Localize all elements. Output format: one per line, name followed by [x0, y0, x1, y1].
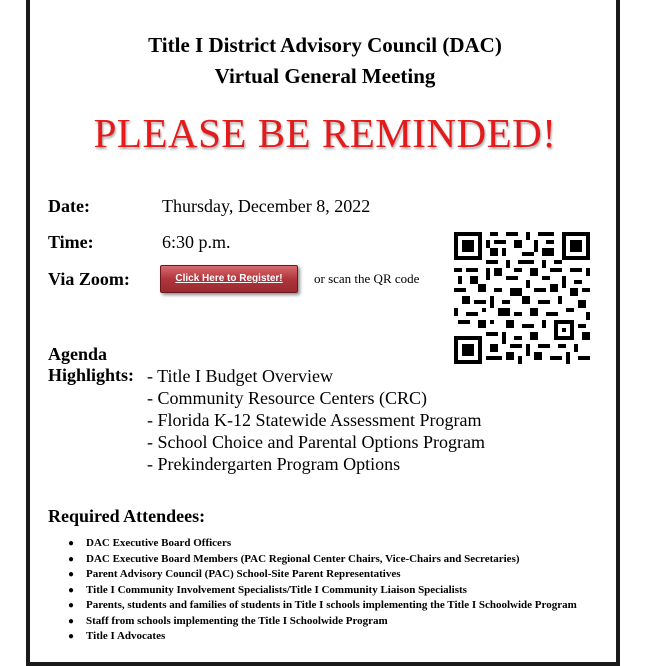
register-button[interactable]: Click Here to Register! — [160, 265, 298, 293]
bullet-icon: ● — [68, 600, 75, 611]
agenda-list — [147, 365, 485, 475]
attendee-item: ● Title I Advocates — [64, 629, 610, 645]
bullet-icon: ● — [68, 538, 75, 549]
scan-qr-text: or scan the QR code — [314, 271, 420, 286]
agenda-label-line2: Highlights: — [48, 365, 135, 385]
attendee-item: ● Parent Advisory Council (PAC) School-Site Parent Representatives — [64, 567, 610, 583]
agenda-label-line1: Agenda — [48, 344, 108, 364]
agenda-item: - Prekindergarten Program Options — [147, 454, 401, 474]
attendee-item: ● Staff from schools implementing the Title I Schoolwide Program — [64, 614, 610, 630]
date-label: Date: — [48, 196, 90, 216]
attendees-list — [64, 536, 610, 645]
attendee-item: ● DAC Executive Board Officers — [64, 536, 610, 552]
agenda-label — [48, 344, 134, 386]
bullet-icon: ● — [68, 553, 75, 565]
qr-code-icon[interactable] — [454, 232, 590, 364]
bullet-icon: ● — [68, 569, 75, 580]
time-label: Time: — [48, 232, 94, 252]
required-attendees-title: Required Attendees: — [48, 506, 206, 526]
attendee-item: ● Parents, students and families of students in Title I schools implementing the Title I Schoolwide Program — [64, 598, 610, 614]
agenda-item: - Title I Budget Overview — [147, 366, 333, 386]
attendee-item: ● DAC Executive Board Members (PAC Regional Center Chairs, Vice-Chairs and Secretaries) — [64, 552, 610, 568]
flyer-title: Title I District Advisory Council (DAC) — [148, 33, 502, 57]
zoom-label: Via Zoom: — [48, 269, 130, 289]
bullet-icon: ● — [68, 631, 75, 642]
agenda-item: - Florida K-12 Statewide Assessment Program — [147, 410, 482, 430]
bullet-icon: ● — [68, 584, 75, 596]
reminder-banner: PLEASE BE REMINDED! — [93, 110, 557, 156]
flyer-subtitle: Virtual General Meeting — [214, 64, 436, 88]
bullet-icon: ● — [68, 615, 75, 627]
agenda-item: - Community Resource Centers (CRC) — [147, 388, 427, 408]
attendee-item: ● Title I Community Involvement Specialists/Title I Community Liaison Specialists — [64, 583, 610, 599]
date-value: Thursday, December 8, 2022 — [162, 196, 371, 216]
time-value: 6:30 p.m. — [162, 232, 231, 252]
agenda-item: - School Choice and Parental Options Program — [147, 432, 485, 452]
